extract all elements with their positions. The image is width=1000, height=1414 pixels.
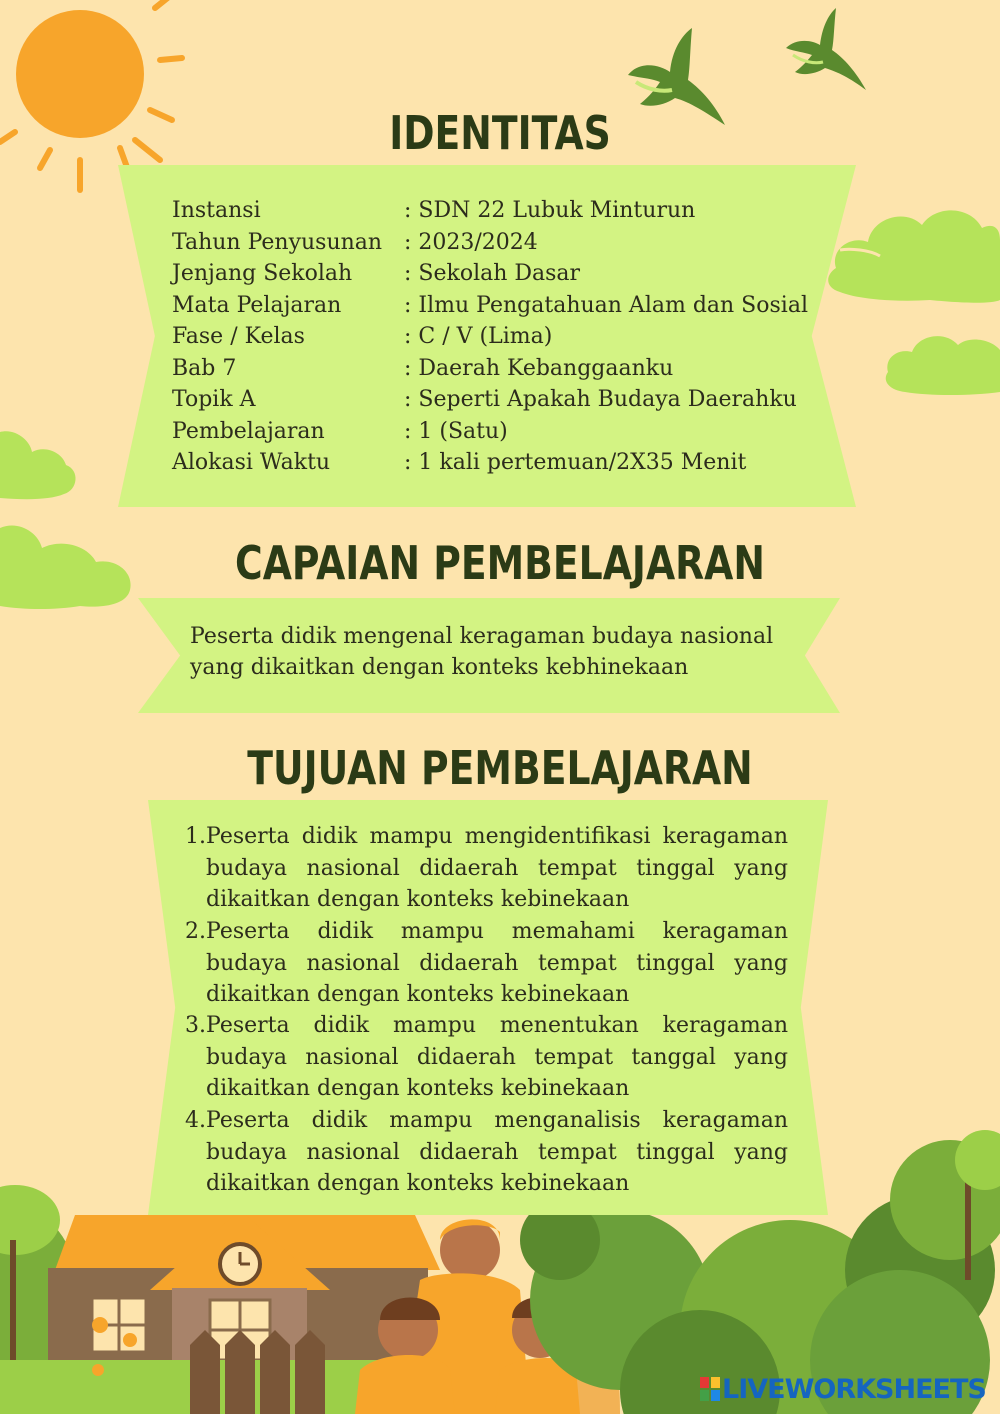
identitas-row: [172, 195, 695, 227]
tujuan-item: [180, 1105, 788, 1200]
identitas-value: : 2023/2024: [404, 229, 538, 255]
identitas-value: : C / V (Lima): [404, 324, 553, 349]
identitas-label: Jenjang Sekolah: [172, 261, 353, 286]
identitas-label: Topik A: [172, 387, 256, 412]
identitas-row: [172, 227, 538, 259]
identitas-row: [172, 447, 746, 479]
identitas-value: : Sekolah Dasar: [404, 261, 581, 286]
cloud-icon: [828, 210, 1000, 302]
identitas-value: : Ilmu Pengatahuan Alam dan Sosial: [404, 292, 808, 318]
identitas-label: Bab 7: [172, 355, 237, 381]
identitas-row: [172, 290, 808, 322]
watermark-text: LIVEWORKSHEETS: [722, 1374, 986, 1405]
bird-icon: [786, 8, 866, 90]
identitas-value: : Seperti Apakah Budaya Daerahku: [404, 387, 797, 412]
tujuan-item-text: Peserta didik mampu menganalisis keragaman budaya nasional didaerah tempat tinggal yang dikaitkan dengan konteks kebinekaan: [206, 1108, 788, 1196]
identitas-row: [172, 258, 580, 290]
tujuan-item-text: Peserta didik mampu menentukan keragaman budaya nasional didaerah tempat tanggal yang dikaitkan dengan konteks kebinekaan: [206, 1013, 788, 1101]
identitas-row: [172, 321, 552, 353]
identitas-label: Tahun Penyusunan: [172, 229, 383, 255]
liveworksheets-logo-icon: [700, 1377, 720, 1401]
tujuan-item: [180, 1010, 788, 1105]
identitas-value: : 1 kali pertemuan/2X35 Menit: [404, 450, 747, 475]
tujuan-item-text: Peserta didik mampu memahami keragaman budaya nasional didaerah tempat tinggal yang dikaitkan dengan konteks kebinekaan: [206, 919, 788, 1007]
identitas-label: Pembelajaran: [172, 418, 325, 444]
identitas-label: Mata Pelajaran: [172, 292, 342, 318]
capaian-line: Peserta didik mengenal keragaman budaya nasional: [190, 624, 774, 649]
identitas-value: : 1 (Satu): [404, 418, 508, 444]
tujuan-item-number: 3.: [185, 1013, 206, 1038]
identitas-row: [172, 384, 797, 416]
identitas-label: Fase / Kelas: [172, 324, 305, 349]
tujuan-item: [180, 821, 788, 916]
cloud-icon: [886, 336, 1000, 395]
identitas-label: Alokasi Waktu: [172, 450, 331, 475]
identitas-row: [172, 353, 673, 385]
identitas-title: IDENTITAS: [389, 106, 611, 160]
tujuan-item: [180, 916, 788, 1011]
identitas-value: : Daerah Kebanggaanku: [404, 355, 674, 381]
tujuan-item-number: 1.: [185, 824, 206, 849]
capaian-title: CAPAIAN PEMBELAJARAN: [235, 536, 765, 590]
identitas-row: [172, 416, 508, 448]
liveworksheets-watermark[interactable]: [700, 1374, 986, 1405]
cloud-icon: [0, 431, 76, 499]
tujuan-item-number: 2.: [185, 919, 206, 944]
identitas-label: Instansi: [172, 198, 261, 223]
tujuan-item-number: 4.: [185, 1108, 206, 1133]
sun-icon: [0, 0, 182, 190]
tujuan-title: TUJUAN PEMBELAJARAN: [247, 741, 753, 795]
tujuan-item-text: Peserta didik mampu mengidentifikasi keragaman budaya nasional didaerah tempat tinggal yang dikaitkan dengan konteks kebinekaan: [206, 824, 788, 912]
identitas-value: : SDN 22 Lubuk Minturun: [404, 198, 696, 223]
capaian-line: yang dikaitkan dengan konteks kebhinekaan: [190, 655, 689, 680]
